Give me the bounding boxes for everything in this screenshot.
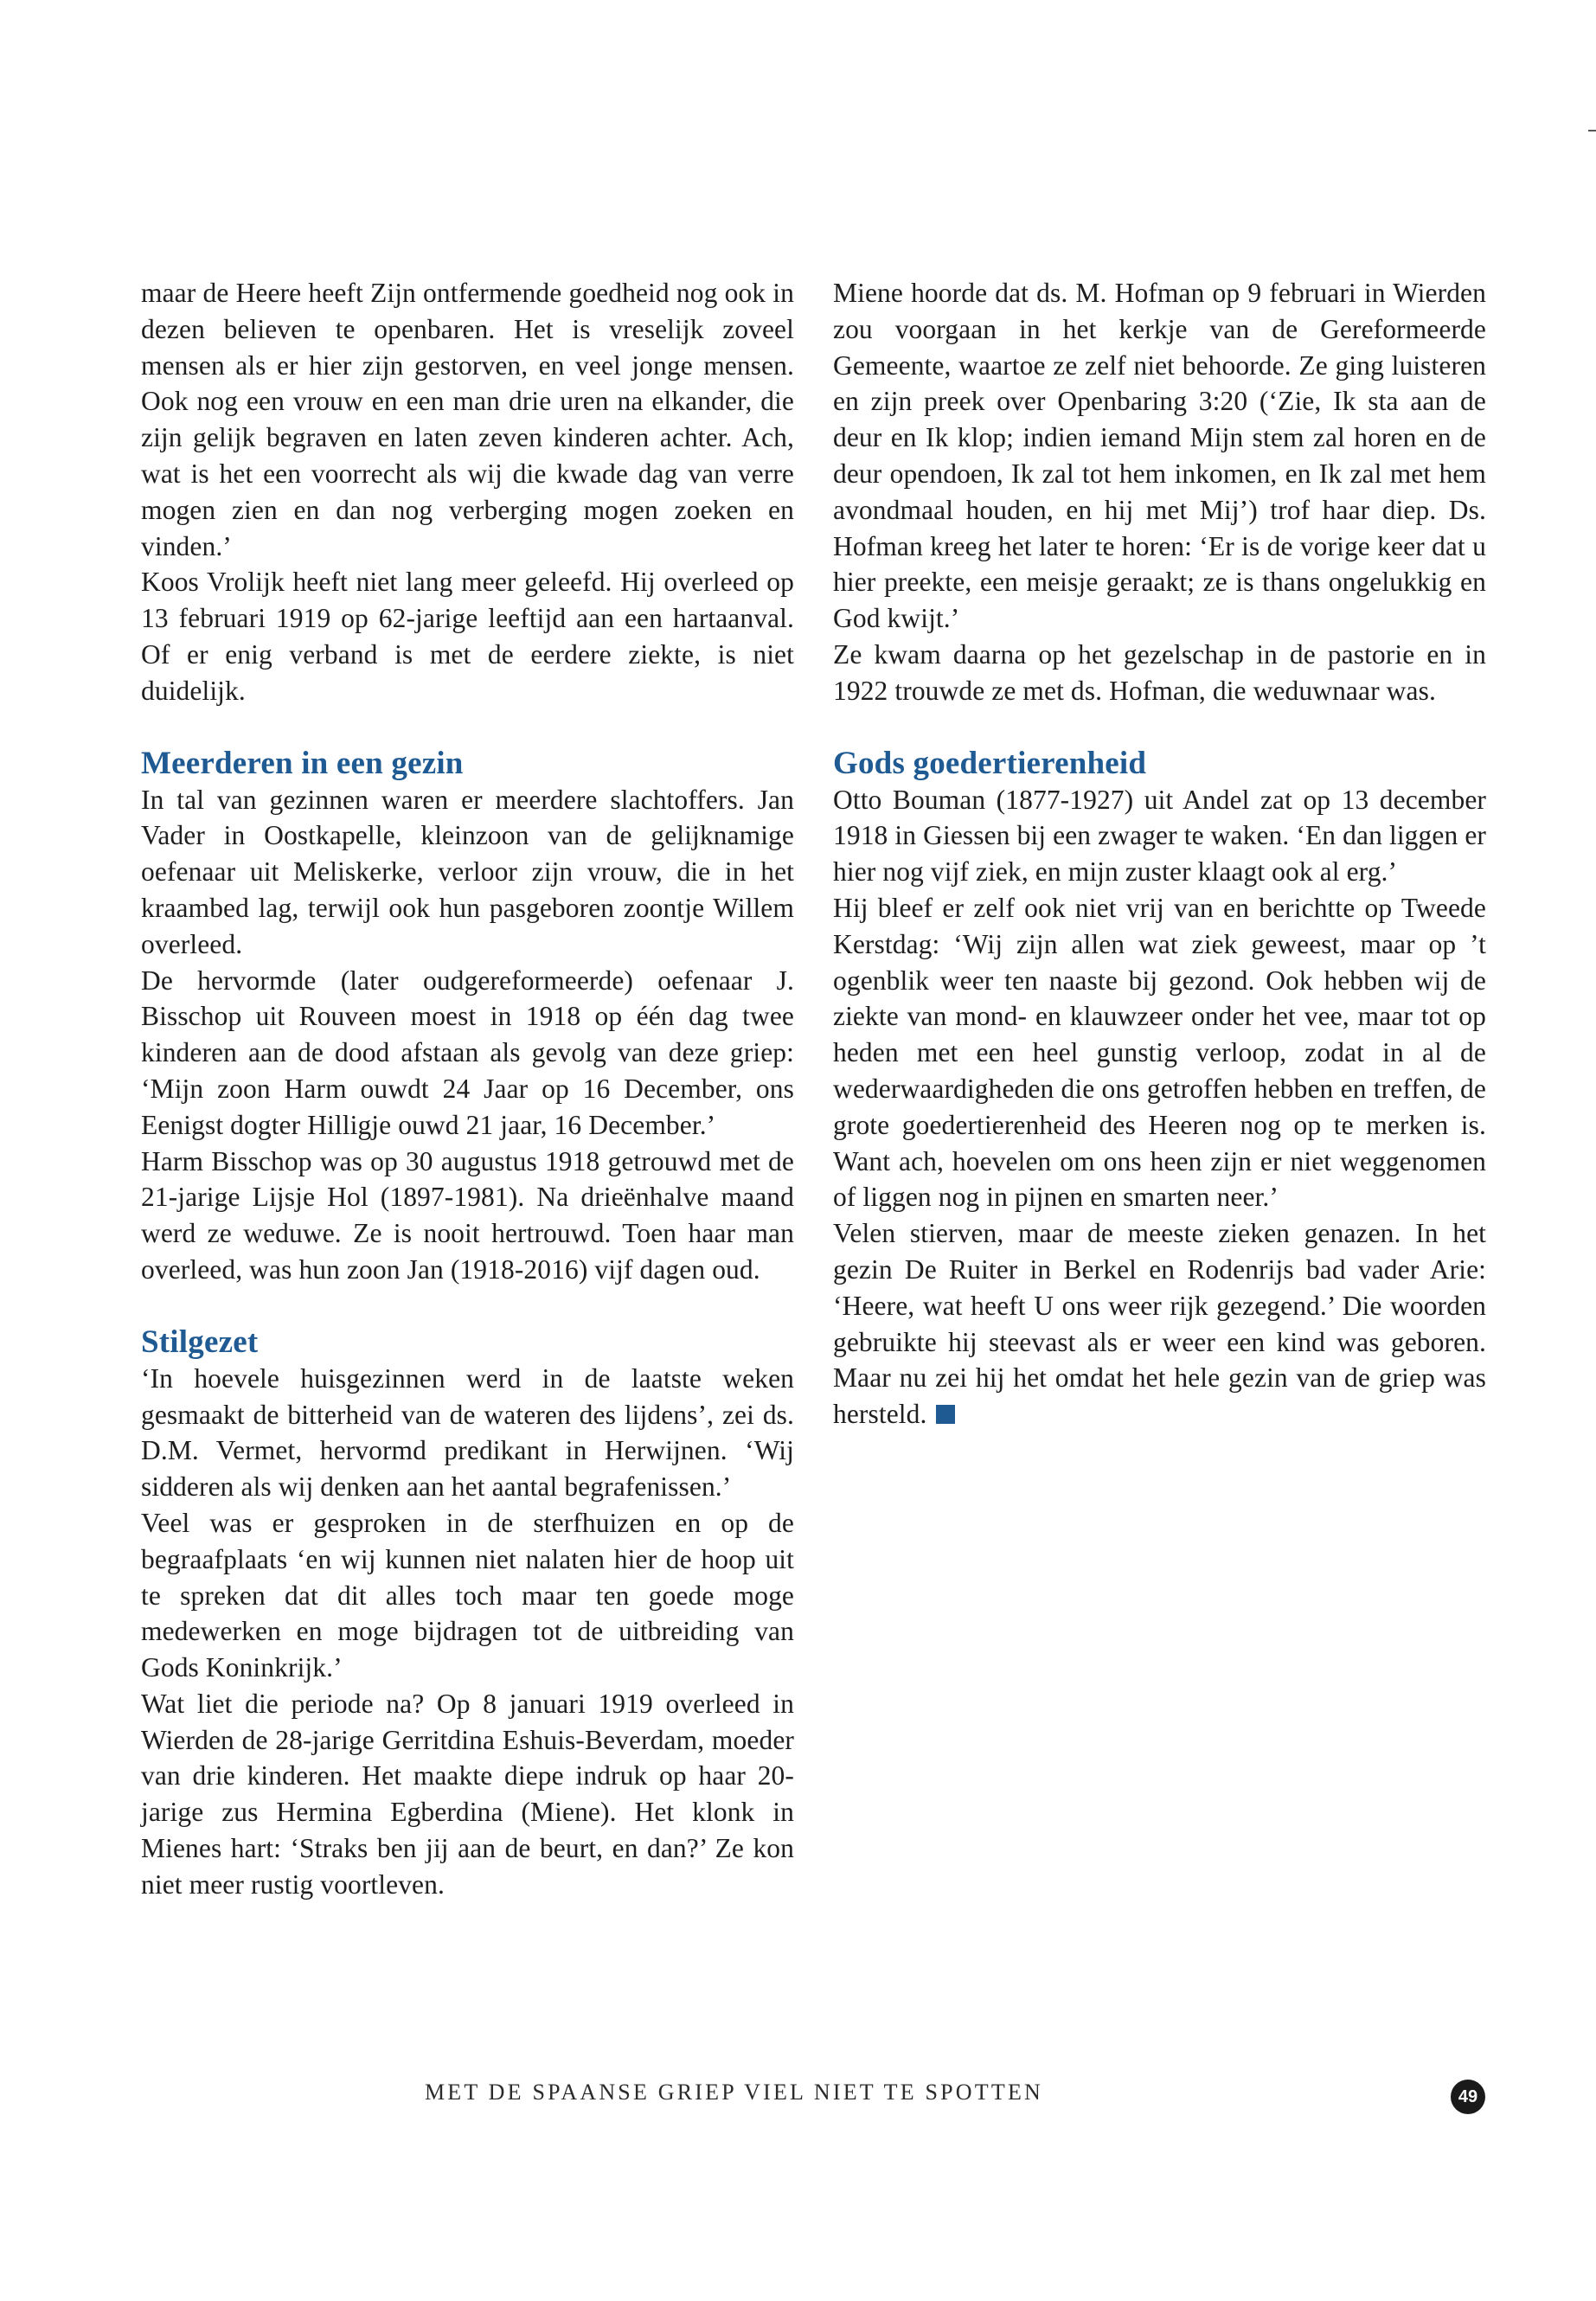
end-mark-icon bbox=[936, 1405, 955, 1424]
paragraph: maar de Heere heeft Zijn ontfermende goedheid nog ook in dezen believen te openbaren. Het is vreselijk zoveel mensen als er hier zijn gestorven, en veel jonge mensen. Ook nog een vrouw en een man drie uren na elkander, die zijn gelijk begraven en laten zeven kinderen achter. Ach, wat is het een voorrecht als wij die kwade dag van verre mogen zien en dan nog verberging mogen zoeken en vinden.’ bbox=[141, 278, 794, 561]
paragraph: Otto Bouman (1877-1927) uit Andel zat op 13 december 1918 in Giessen bij een zwager te waken. ‘En dan liggen er hier nog vijf ziek, en mijn zuster klaagt ook al erg.’ bbox=[833, 784, 1486, 888]
right-column bbox=[833, 275, 1486, 1433]
paragraph: De hervormde (later oudgereformeerde) oefenaar J. Bisschop uit Rouveen moest in 1918 op één dag twee kinderen aan de dood afstaan als gevolg van deze griep: ‘Mijn zoon Harm ouwdt 24 Jaar op 16 December, ons Eenigst dogter Hilligje ouwd 21 jaar, 16 December.’ bbox=[141, 965, 794, 1140]
paragraph: In tal van gezinnen waren er meerdere slachtoffers. Jan Vader in Oostkapelle, kleinzoon van de gelijknamige oefenaar uit Meliskerke, verloor zijn vrouw, die in het kraambed lag, terwijl ook hun pasgeboren zoontje Willem overleed. bbox=[141, 784, 794, 959]
paragraph-text: Velen stierven, maar de meeste zieken genazen. In het gezin De Ruiter in Berkel en Rodenrijs bad vader Arie: ‘Heere, wat heeft U ons weer rijk gezegend.’ Die woorden gebruikte hij steevast als er weer een kind was geboren. Maar nu zei hij het omdat het hele gezin van de griep was hersteld. bbox=[833, 1218, 1486, 1430]
paragraph: Veel was er gesproken in de sterfhuizen en op de begraafplaats ‘en wij kunnen niet nalaten hier de hoop uit te spreken dat dit alles toch maar ten goede moge medewerken en moge bijdragen tot de uitbreiding van Gods Koninkrijk.’ bbox=[141, 1507, 794, 1683]
section-heading: Meerderen in een gezin bbox=[141, 745, 464, 781]
paragraph: Miene hoorde dat ds. M. Hofman op 9 februari in Wierden zou voorgaan in het kerkje van de Gereformeerde Gemeente, waartoe ze zelf niet behoorde. Ze ging luisteren en zijn preek over Openbaring 3:20 (‘Zie, Ik sta aan de deur en Ik klop; indien iemand Mijn stem zal horen en de deur opendoen, Ik zal tot hem inkomen, en Ik zal met hem avondmaal houden, en hij met Mij’) trof haar diep. Ds. Hofman kreeg het later te horen: ‘Er is de vorige keer dat u hier preekte, een meisje geraakt; ze is thans ongelukkig en God kwijt.’ bbox=[833, 278, 1486, 634]
paragraph: Hij bleef er zelf ook niet vrij van en berichtte op Tweede Kerstdag: ‘Wij zijn allen wat ziek geweest, maar op ’t ogenblik weer ten naaste bij gezond. Ook hebben wij de ziekte van mond- en klauwzeer onder het vee, maar tot op heden met een heel gunstig verloop, zodat in al de wederwaardigheden die ons getroffen hebben en treffen, de grote goedertierenheid des Heeren nog op te merken is. Want ach, hoevelen om ons heen zijn er niet weggenomen of liggen nog in pijnen en smarten neer.’ bbox=[833, 892, 1486, 1213]
running-footer-title: MET DE SPAANSE GRIEP VIEL NIET TE SPOTTEN bbox=[424, 2080, 1044, 2105]
left-column bbox=[141, 275, 794, 1903]
paragraph: Ze kwam daarna op het gezelschap in de pastorie en in 1922 trouwde ze met ds. Hofman, die weduwnaar was. bbox=[833, 638, 1486, 706]
paragraph: ‘In hoevele huisgezinnen werd in de laatste weken gesmaakt de bitterheid van de wateren des lijdens’, zei ds. D.M. Vermet, hervormd predikant in Herwijnen. ‘Wij sidderen als wij denken aan het aantal begrafenissen.’ bbox=[141, 1362, 794, 1503]
section-heading: Gods goedertierenheid bbox=[833, 745, 1147, 781]
paragraph-last bbox=[833, 1215, 1486, 1433]
section-heading: Stilgezet bbox=[141, 1324, 259, 1360]
paragraph: Koos Vrolijk heeft niet lang meer geleefd. Hij overleed op 13 februari 1919 op 62-jarige leeftijd aan een hartaanval. Of er enig verband is met de eerdere ziekte, is niet duidelijk. bbox=[141, 567, 794, 706]
crop-mark bbox=[1588, 130, 1596, 131]
paragraph: Harm Bisschop was op 30 augustus 1918 getrouwd met de 21-jarige Lijsje Hol (1897-1981). Na drieënhalve maand werd ze weduwe. Ze is nooit hertrouwd. Toen haar man overleed, was hun zoon Jan (1918-2016) vijf dagen oud. bbox=[141, 1145, 794, 1285]
page-number-badge: 49 bbox=[1451, 2080, 1485, 2114]
paragraph: Wat liet die periode na? Op 8 januari 1919 overleed in Wierden de 28-jarige Gerritdina Eshuis-Beverdam, moeder van drie kinderen. Het maakte diepe indruk op haar 20-jarige zus Hermina Egberdina (Miene). Het klonk in Mienes hart: ‘Straks ben jij aan de beurt, en dan?’ Ze kon niet meer rustig voortleven. bbox=[141, 1688, 794, 1900]
